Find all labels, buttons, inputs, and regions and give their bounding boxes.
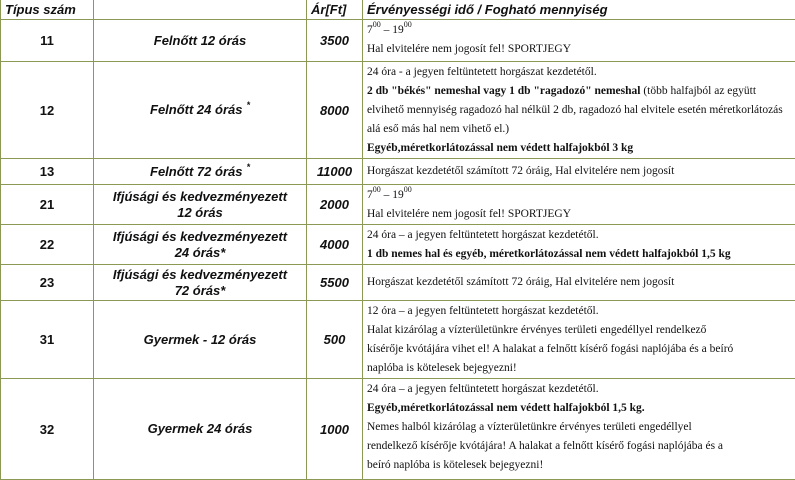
validity-paragraph: 2 db "békés" nemeshal vagy 1 db "ragadozó" nemeshal (több halfajból az együtt elvihető mennyiség ragadozó hal nélkül 2 db, ragadozó hal elvitele esetén méretkorlátozás alá eső más hal nem vihető el.) (367, 82, 791, 139)
validity-line: 12 óra – a jegyen feltüntetett horgászat kezdetétől. (367, 302, 791, 321)
ticket-name: Felnőtt 72 órás * (94, 159, 307, 185)
ticket-price: 1000 (307, 379, 363, 480)
header-row (1, 0, 795, 20)
ticket-validity (363, 159, 795, 185)
table-row (1, 379, 795, 480)
validity-line: Nemes halból kizárólag a vízterületünkre érvényes területi engedéllyel (367, 418, 791, 437)
ticket-validity (363, 225, 795, 265)
validity-line: Egyéb,méretkorlátozással nem védett halfajokból 1,5 kg. (367, 399, 791, 418)
ticket-validity (363, 265, 795, 301)
table-row (1, 225, 795, 265)
type-number: 32 (1, 379, 94, 480)
ticket-price: 500 (307, 301, 363, 379)
validity-line: 24 óra - a jegyen feltüntetett horgászat kezdetétől. (367, 63, 791, 82)
header-price: Ár[Ft] (307, 0, 363, 20)
ticket-name: Gyermek - 12 órás (94, 301, 307, 379)
ticket-name: Felnőtt 24 órás * (94, 62, 307, 159)
header-type: Típus szám (1, 0, 94, 20)
validity-line: Hal elvitelére nem jogosít fel! SPORTJEGY (367, 40, 791, 59)
ticket-validity (363, 62, 795, 159)
validity-line: Hal elvitelére nem jogosít fel! SPORTJEGY (367, 205, 791, 224)
time-range: $7^{00} - 19^{00}$ (367, 21, 791, 40)
type-number: 21 (1, 185, 94, 225)
time-range: $7^{00} - 19^{00}$ (367, 186, 791, 205)
ticket-name: Ifjúsági és kedvezményezett 12 órás (94, 185, 307, 225)
validity-line: Egyéb,méretkorlátozással nem védett halfajokból 3 kg (367, 139, 791, 158)
table-row (1, 159, 795, 185)
type-number: 22 (1, 225, 94, 265)
validity-line: 24 óra – a jegyen feltüntetett horgászat kezdetétől. (367, 226, 791, 245)
validity-line: beíró naplóba is kötelesek bejegyezni! (367, 456, 791, 475)
table-row (1, 301, 795, 379)
ticket-name: Ifjúsági és kedvezményezett 72 órás* (94, 265, 307, 301)
header-name (94, 0, 307, 20)
ticket-name: Ifjúsági és kedvezményezett 24 órás* (94, 225, 307, 265)
validity-line: Horgászat kezdetétől számított 72 óráig, Hal elvitelére nem jogosít (367, 162, 791, 181)
type-number: 31 (1, 301, 94, 379)
ticket-price: 3500 (307, 20, 363, 62)
ticket-price: 5500 (307, 265, 363, 301)
ticket-validity (363, 185, 795, 225)
type-number: 11 (1, 20, 94, 62)
validity-line: kísérője kvótájára vihet el! A halakat a felnőtt kísérő fogási naplójába és a beíró (367, 340, 791, 359)
header-validity: Érvényességi idő / Fogható mennyiség (363, 0, 795, 20)
ticket-name: Gyermek 24 órás (94, 379, 307, 480)
validity-line: rendelkező kísérője kvótájára! A halakat a felnőtt kísérő fogási naplójába és a (367, 437, 791, 456)
validity-line: 24 óra – a jegyen feltüntetett horgászat kezdetétől. (367, 380, 791, 399)
ticket-validity (363, 20, 795, 62)
table-row (1, 185, 795, 225)
type-number: 23 (1, 265, 94, 301)
validity-line: Horgászat kezdetétől számított 72 óráig, Hal elvitelére nem jogosít (367, 273, 791, 292)
validity-line: 1 db nemes hal és egyéb, méretkorlátozással nem védett halfajokból 1,5 kg (367, 245, 791, 264)
ticket-price: 11000 (307, 159, 363, 185)
ticket-price: 8000 (307, 62, 363, 159)
validity-line: naplóba is kötelesek bejegyezni! (367, 359, 791, 378)
ticket-validity (363, 301, 795, 379)
table-row (1, 20, 795, 62)
table-row (1, 265, 795, 301)
validity-line: Halat kizárólag a vízterületünkre érvényes területi engedéllyel rendelkező (367, 321, 791, 340)
table-row (1, 62, 795, 159)
type-number: 13 (1, 159, 94, 185)
ticket-name: Felnőtt 12 órás (94, 20, 307, 62)
ticket-validity (363, 379, 795, 480)
ticket-price: 2000 (307, 185, 363, 225)
type-number: 12 (1, 62, 94, 159)
ticket-price: 4000 (307, 225, 363, 265)
